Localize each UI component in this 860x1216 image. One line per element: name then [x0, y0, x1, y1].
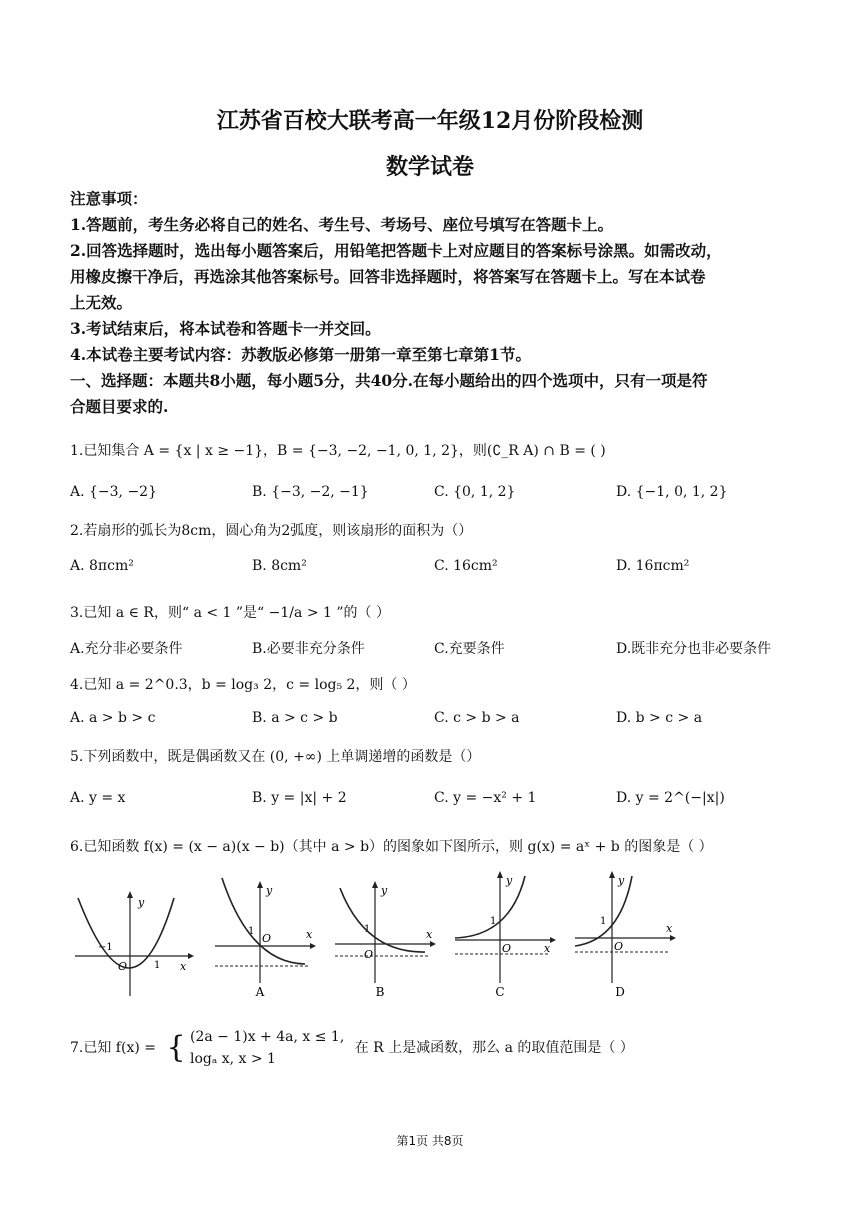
y-label: y [381, 884, 388, 897]
y-label: y [618, 874, 625, 887]
q7-prefix: 7.已知 f(x) = [70, 1040, 156, 1056]
x-label: x [306, 928, 313, 941]
tick-1: 1 [490, 916, 497, 927]
origin-label: O [614, 940, 624, 953]
q4-option-c: C. c > b > a [434, 710, 520, 726]
question-7-stem [70, 1026, 800, 1070]
tick-1: 1 [600, 916, 607, 927]
q5-option-b: B. y = |x| + 2 [252, 790, 347, 806]
note-item: 3.考试结束后，将本试卷和答题卡一并交回。 [70, 319, 381, 338]
x-axis-arrow [188, 953, 194, 959]
label-c: C [495, 985, 505, 999]
q2-option-b: B. 8cm² [252, 558, 307, 574]
x-label: x [544, 942, 551, 955]
origin-label: O [502, 942, 512, 955]
y-axis-arrow [609, 871, 615, 878]
q2-option-c: C. 16cm² [434, 558, 498, 574]
tick-minus1: −1 [98, 942, 113, 953]
q3-option-c: C.充要条件 [434, 641, 505, 657]
y-label: y [266, 884, 273, 897]
section-heading-cont: 合题目要求的. [70, 397, 169, 416]
y-label: y [506, 874, 513, 887]
tick-1: 1 [154, 960, 161, 971]
q7-case-1: (2a − 1)x + 4a, x ≤ 1, [190, 1029, 345, 1045]
y-axis-arrow [372, 881, 378, 888]
curve-b [340, 888, 425, 952]
question-6-stem: 6.已知函数 f(x) = (x − a)(x − b)（其中 a > b）的图象如下图所示，则 g(x) = aˣ + b 的图象是（ ） [70, 839, 713, 855]
q7-cases [190, 1026, 344, 1070]
q6-graphs [70, 868, 673, 1003]
note-item: 2.回答选择题时，选出每小题答案后，用铅笔把答题卡上对应题目的答案标号涂黑。如需改动， [70, 241, 722, 260]
graph-option-b [330, 868, 440, 1003]
curve-a [222, 878, 305, 964]
q5-option-d: D. y = 2^(−|x|) [616, 790, 725, 806]
y-axis-arrow [497, 871, 503, 878]
q3-option-a: A.充分非必要条件 [70, 641, 183, 657]
label-a: A [255, 985, 265, 999]
section-heading: 一、选择题：本题共8小题，每小题5分，共40分.在每小题给出的四个选项中，只有一项是符 [70, 371, 708, 390]
question-5-stem: 5.下列函数中，既是偶函数又在 (0, +∞) 上单调递增的函数是（） [70, 749, 481, 765]
notes-heading: 注意事项： [70, 189, 148, 208]
x-axis-arrow [670, 935, 676, 941]
q2-option-a: A. 8πcm² [70, 558, 134, 574]
q2-option-d: D. 16πcm² [616, 558, 690, 574]
x-label: x [666, 922, 673, 935]
label-b: B [375, 985, 385, 999]
left-brace: { [166, 1030, 186, 1065]
question-4-stem: 4.已知 a = 2^0.3，b = log₃ 2，c = log₅ 2，则（ ） [70, 677, 416, 693]
y-label: y [138, 896, 145, 909]
x-label: x [180, 960, 187, 973]
page-footer: 第1页 共8页 [396, 1134, 464, 1148]
q4-option-a: A. a > b > c [70, 710, 156, 726]
x-label: x [426, 928, 433, 941]
q5-option-c: C. y = −x² + 1 [434, 790, 537, 806]
q1-option-a: A. {−3, −2} [70, 484, 158, 500]
note-item: 1.答题前，考生务必将自己的姓名、考生号、考场号、座位号填写在答题卡上。 [70, 215, 614, 234]
y-axis-arrow [127, 891, 133, 898]
q4-option-b: B. a > c > b [252, 710, 338, 726]
curve-c [455, 876, 525, 938]
parabola-curve [78, 898, 174, 968]
q1-option-c: C. {0, 1, 2} [434, 484, 516, 500]
q1-option-b: B. {−3, −2, −1} [252, 484, 369, 500]
q3-option-b: B.必要非充分条件 [252, 641, 365, 657]
graph-option-a [210, 868, 320, 1003]
x-axis-arrow [430, 941, 436, 947]
note-item: 用橡皮擦干净后，再选涂其他答案标号。回答非选择题时，将答案写在答题卡上。写在本试卷 [70, 267, 706, 286]
question-1-stem: 1.已知集合 A = {x | x ≥ −1}，B = {−3, −2, −1, 0, 1, 2}，则(∁_R A) ∩ B = ( ) [70, 443, 606, 459]
q7-piecewise [166, 1026, 344, 1070]
tick-1: 1 [248, 926, 255, 937]
q3-option-d: D.既非充分也非必要条件 [616, 641, 772, 657]
q4-option-d: D. b > c > a [616, 710, 703, 726]
graph-option-d [570, 868, 680, 1003]
exam-title: 江苏省百校大联考高一年级12月份阶段检测 [216, 108, 644, 134]
question-2-stem: 2.若扇形的弧长为8cm，圆心角为2弧度，则该扇形的面积为（） [70, 523, 473, 539]
graph-option-c [450, 868, 560, 1003]
tick-1: 1 [364, 924, 371, 935]
f-parabola-graph [70, 868, 195, 1003]
q7-case-2: logₐ x, x > 1 [190, 1051, 276, 1067]
exam-subtitle: 数学试卷 [385, 154, 474, 180]
x-axis-arrow [310, 943, 316, 949]
note-item: 4.本试卷主要考试内容：苏教版必修第一册第一章至第七章第1节。 [70, 345, 531, 364]
q1-option-d: D. {−1, 0, 1, 2} [616, 484, 728, 500]
origin-label: O [364, 948, 374, 961]
note-item: 上无效。 [70, 293, 133, 312]
q5-option-a: A. y = x [70, 790, 126, 806]
q7-suffix: 在 R 上是减函数，那么 a 的取值范围是（ ） [354, 1040, 634, 1056]
origin-label: O [262, 932, 272, 945]
y-axis-arrow [257, 881, 263, 888]
label-d: D [615, 985, 625, 999]
origin-label: O [118, 960, 128, 973]
x-axis-arrow [550, 937, 556, 943]
question-3-stem: 3.已知 a ∈ R，则“ a < 1 ”是“ −1/a > 1 ”的（ ） [70, 605, 390, 621]
